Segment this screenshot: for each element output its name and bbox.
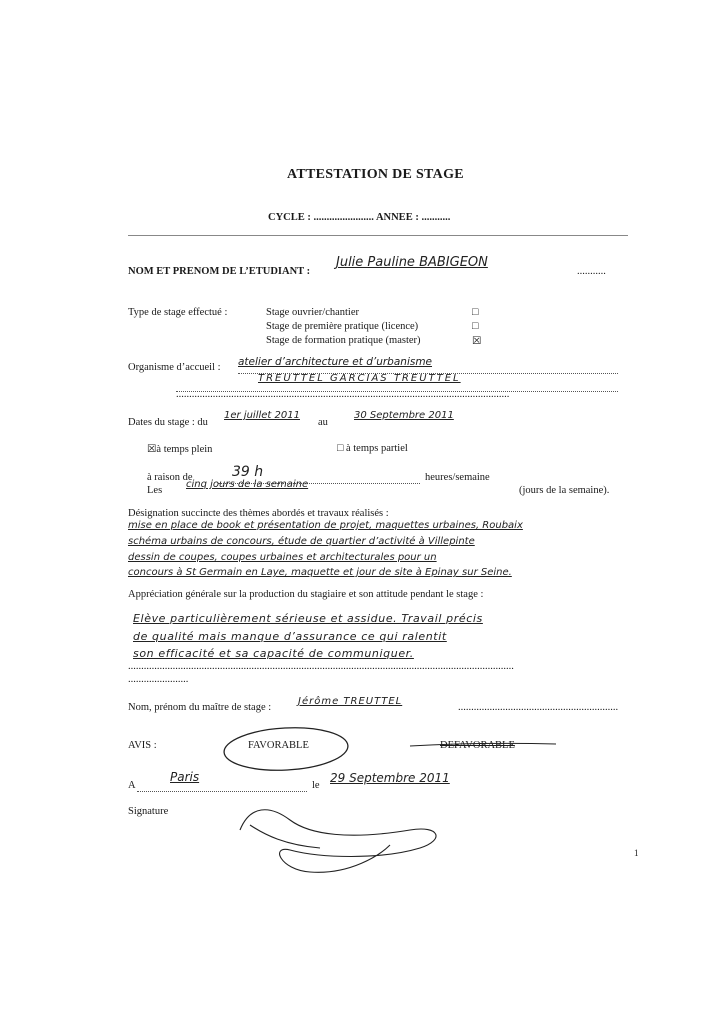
temps-plein-checkbox[interactable]: ☒ xyxy=(147,444,157,455)
appreciation-line-3: son efficacité et sa capacité de communiquer. xyxy=(133,647,414,660)
jours-label: (jours de la semaine). xyxy=(519,485,610,496)
dates-start: 1er juillet 2011 xyxy=(224,410,300,421)
checkbox-master[interactable]: ☒ xyxy=(472,336,482,347)
maitre-value: Jérôme TREUTTEL xyxy=(298,696,403,707)
temps-partiel-checkbox[interactable]: □ xyxy=(337,443,344,454)
stage-option-master: Stage de formation pratique (master) xyxy=(266,335,421,346)
temps-plein-label: à temps plein xyxy=(156,444,213,455)
avis-label: AVIS : xyxy=(128,740,157,751)
page-title: ATTESTATION DE STAGE xyxy=(287,167,464,182)
stage-option-licence: Stage de première pratique (licence) xyxy=(266,321,419,332)
avis-favorable[interactable]: FAVORABLE xyxy=(248,740,309,751)
student-name-trail: ........... xyxy=(577,266,606,277)
avis-defavorable[interactable]: DEFAVORABLE xyxy=(440,740,515,751)
appreciation-line-2: de qualité mais manque d’assurance ce qui ralentit xyxy=(133,630,447,643)
signature-label: Signature xyxy=(128,806,169,817)
lieu-a-rule xyxy=(137,780,307,792)
les-value: cinq jours de la semaine xyxy=(186,479,309,490)
cycle-field xyxy=(268,212,450,223)
designation-line-3: dessin de coupes, coupes urbaines et architecturales pour un xyxy=(128,552,437,563)
appreciation-line-1: Elève particulièrement sérieuse et assidue. Travail précis xyxy=(133,612,483,625)
stage-option-ouvrier: Stage ouvrier/chantier xyxy=(266,307,360,318)
signature-scribble-icon xyxy=(230,800,450,880)
header-divider xyxy=(128,235,628,236)
organisme-line-1: atelier d’architecture et d’urbanisme xyxy=(238,356,433,368)
raison-label: à raison de xyxy=(147,472,193,483)
temps-partiel-option xyxy=(337,443,408,454)
lieu-a-label: A xyxy=(128,780,136,791)
raison-value: 39 h xyxy=(232,464,264,480)
student-name-label: NOM ET PRENOM DE L’ETUDIANT : xyxy=(128,266,311,277)
organisme-label: Organisme d’accueil : xyxy=(128,362,221,373)
dates-end: 30 Septembre 2011 xyxy=(354,410,454,421)
checkbox-licence[interactable]: □ xyxy=(472,321,479,332)
stage-type-label: Type de stage effectué : xyxy=(128,307,228,318)
appreciation-label: Appréciation générale sur la production du stagiaire et son attitude pendant le stage : xyxy=(128,589,484,600)
cycle-label: CYCLE : ....................... xyxy=(268,212,374,223)
designation-line-4: concours à St Germain en Laye, maquette et jour de site à Epinay sur Seine. xyxy=(128,567,512,578)
appreciation-dots-2: ....................... xyxy=(128,674,189,685)
designation-line-1: mise en place de book et présentation de projet, maquettes urbaines, Roubaix xyxy=(128,520,523,531)
organisme-line-3: ............................................................................................................................... xyxy=(176,389,510,400)
lieu-le-label: le xyxy=(312,780,320,791)
dates-label: Dates du stage : du xyxy=(128,417,208,428)
lieu-a-value: Paris xyxy=(170,770,200,784)
annee-label: ANNEE : ........... xyxy=(375,212,451,223)
temps-partiel-label: à temps partiel xyxy=(345,443,408,454)
designation-line-2: schéma urbains de concours, étude de quartier d’activité à Villepinte xyxy=(128,536,475,547)
heures-label: heures/semaine xyxy=(425,472,490,483)
page-number: 1 xyxy=(634,848,639,858)
defavorable-strike-icon xyxy=(408,738,558,752)
lieu-le-value: 29 Septembre 2011 xyxy=(330,771,450,785)
checkbox-ouvrier[interactable]: □ xyxy=(472,307,479,318)
appreciation-dots-1: ................................................................................................................................................... xyxy=(128,661,514,672)
temps-plein-option xyxy=(147,443,212,455)
les-label: Les xyxy=(147,485,163,496)
favorable-circle-icon xyxy=(222,726,352,774)
organisme-line-2: TREUTTEL GARCIAS TREUTTEL xyxy=(258,373,461,384)
dates-au: au xyxy=(318,417,328,428)
maitre-label: Nom, prénom du maître de stage : xyxy=(128,702,272,713)
student-name-value: Julie Pauline BABIGEON xyxy=(336,255,488,270)
maitre-trail: ............................................................. xyxy=(458,702,619,713)
designation-label: Désignation succincte des thèmes abordés et travaux réalisés : xyxy=(128,508,389,519)
